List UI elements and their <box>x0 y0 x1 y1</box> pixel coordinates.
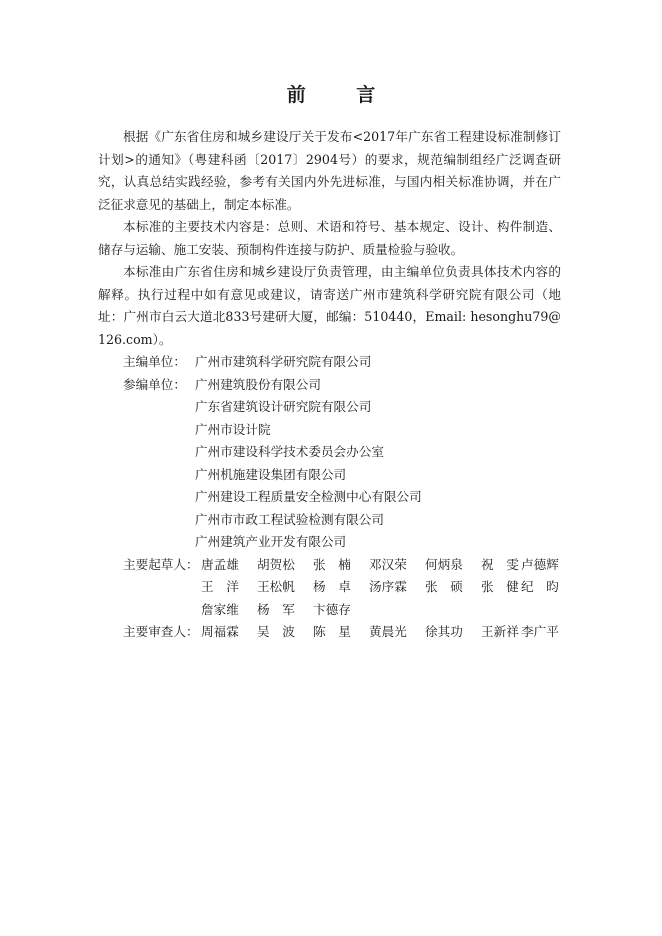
participating-units <box>98 374 561 554</box>
person-name: 李广平 <box>521 624 559 639</box>
person-name: 王新祥 <box>481 624 519 639</box>
person-name: 卢德辉 <box>521 556 559 572</box>
participating-unit-row <box>98 486 561 509</box>
participating-unit: 广州市市政工程试验检测有限公司 <box>195 511 384 527</box>
chief-editor-unit: 广州市建筑科学研究院有限公司 <box>195 354 372 369</box>
participating-unit: 广州市建设科学技术委员会办公室 <box>195 444 384 459</box>
person-name: 徐其功 <box>425 624 463 639</box>
participating-label: 参编单位： <box>123 376 186 392</box>
paragraph-basis: 根据《广东省住房和城乡建设厅关于发布<2017年广东省工程建设标准制修订计划>的通知》（粤建科函〔2017〕2904号）的要求，规范编制组经广泛调查研究，认真总结实践经验，参考有关国内外先进标准，与国内相关标准协调，并在广泛征求意见的基础上，制定本标准。 <box>98 129 561 212</box>
participating-unit: 广东省建筑设计研究院有限公司 <box>195 399 372 414</box>
person-name: 陈 星 <box>313 624 351 639</box>
person-name: 何炳泉 <box>425 556 463 572</box>
person-name: 唐孟雄 <box>201 556 239 572</box>
participating-unit: 广州建筑股份有限公司 <box>195 376 321 392</box>
participating-unit-row <box>98 531 561 554</box>
person-name: 张 健 <box>481 579 519 594</box>
reviewers-section <box>98 621 561 644</box>
participating-unit-row <box>98 374 561 397</box>
chief-editor-line <box>98 351 561 374</box>
person-name: 邓汉荣 <box>369 556 407 572</box>
drafters-row <box>98 576 561 599</box>
person-name: 杨 卓 <box>313 579 351 594</box>
participating-unit: 广州建筑产业开发有限公司 <box>195 534 347 549</box>
paragraph-main-content: 本标准的主要技术内容是：总则、术语和符号、基本规定、设计、构件制造、储存与运输、施工安装、预制构件连接与防护、质量检验与验收。 <box>98 219 561 257</box>
reviewers-label: 主要审查人： <box>123 624 199 639</box>
person-name: 詹家维 <box>201 601 239 617</box>
person-name: 王松帆 <box>257 579 295 594</box>
person-name: 胡贺松 <box>257 556 295 572</box>
person-name: 汤序霖 <box>369 579 407 594</box>
person-name: 卞德存 <box>313 601 351 617</box>
drafters-row <box>98 554 561 577</box>
drafters-row <box>98 599 561 622</box>
person-name: 张 楠 <box>313 556 351 572</box>
person-name: 王 洋 <box>201 579 239 594</box>
participating-unit: 广州市设计院 <box>195 421 271 437</box>
participating-unit-row <box>98 509 561 532</box>
person-name: 吴 波 <box>257 624 295 639</box>
person-name: 纪 昀 <box>521 579 559 594</box>
person-name: 周福霖 <box>201 624 239 639</box>
document-body <box>98 126 561 644</box>
participating-unit-row <box>98 464 561 487</box>
participating-unit: 广州建设工程质量安全检测中心有限公司 <box>195 489 422 504</box>
chief-editor-label: 主编单位： <box>123 354 186 369</box>
paragraph-management: 本标准由广东省住房和城乡建设厅负责管理，由主编单位负责具体技术内容的解释。执行过程中如有意见或建议，请寄送广州市建筑科学研究院有限公司（地址：广州市白云大道北833号建研大厦，邮编：510440，Email: hesonghu79@126.com）。 <box>98 264 561 347</box>
person-name: 黄晨光 <box>369 624 407 639</box>
person-name: 杨 军 <box>257 601 295 617</box>
participating-unit-row <box>98 396 561 419</box>
reviewers-row <box>98 621 561 644</box>
person-name: 祝 雯 <box>481 556 519 572</box>
participating-unit-row <box>98 441 561 464</box>
page-title: 前 言 <box>286 84 398 106</box>
person-name: 张 硕 <box>425 579 463 594</box>
drafters-section <box>98 554 561 622</box>
participating-unit: 广州机施建设集团有限公司 <box>195 466 347 482</box>
participating-unit-row <box>98 419 561 442</box>
drafters-label: 主要起草人： <box>123 556 199 572</box>
